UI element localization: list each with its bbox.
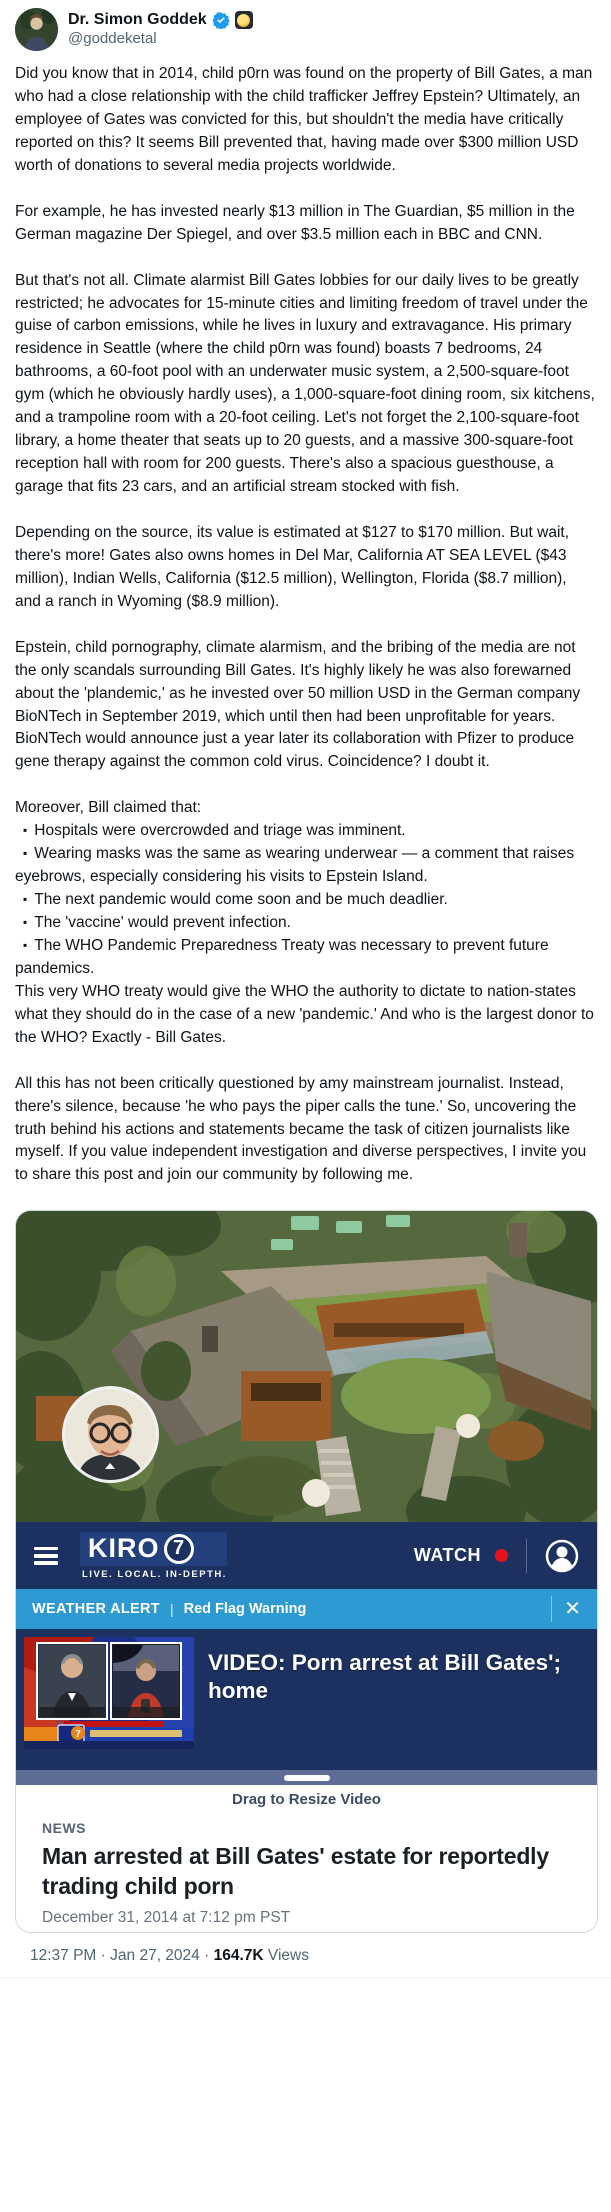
- account-profile-icon[interactable]: [545, 1539, 579, 1573]
- bullet-square-icon: ▪: [23, 846, 28, 861]
- alert-separator: |: [169, 1601, 174, 1618]
- bullet-item: ▪ The 'vaccine' would prevent infection.: [15, 912, 596, 935]
- bullet-square-icon: ▪: [23, 892, 28, 907]
- embedded-media-card[interactable]: [15, 1210, 598, 1933]
- kiro-logo[interactable]: [80, 1532, 227, 1580]
- header-divider: [526, 1539, 527, 1573]
- bullet-square-icon: ▪: [23, 823, 28, 838]
- bottom-divider: [0, 1977, 611, 1978]
- article-headline[interactable]: Man arrested at Bill Gates' estate for reportedly trading child porn: [42, 1843, 549, 1899]
- video-title[interactable]: VIDEO: Porn arrest at Bill Gates'; home: [208, 1650, 561, 1704]
- tweet-paragraph: But that's not all. Climate alarmist Bill Gates lobbies for our daily lives to be greatly restricted; he advocates for 15-minute cities and limiting freedom of travel under the guise of carbon emissions, while he lives in luxury and extravagance. His primary residence in Seattle (where the child p0rn was found) boasts 7 bedrooms, 24 bathrooms, a 60-foot pool with an underwater music system, a 2,500-square-foot gym (which he obviously hardly uses), a 1,000-square-foot dining room, six kitchens, and a trampoline room with a 20-foot ceiling. Let's not forget the 2,100-square-foot library, a home theater that seats up to 20 guests, and a massive 300-square-foot reception hall with room for 200 guests. There's also a spacious guesthouse, a garage that fits 23 cars, and an artificial stream stocked with fish.: [15, 271, 595, 495]
- drag-to-resize-label: Drag to Resize Video: [232, 1791, 381, 1809]
- kiro-header-bar: [16, 1522, 597, 1589]
- kiro-logo-word: KIRO: [88, 1533, 160, 1564]
- bullet-item: ▪ The WHO Pandemic Preparedness Treaty was necessary to prevent future pandemics.: [15, 936, 549, 977]
- alert-divider: [551, 1596, 552, 1622]
- tweet-paragraph: Epstein, child pornography, climate alarmism, and the bribing of the media are not the only scandals surrounding Bill Gates. It's highly likely he was also forewarned about the 'plandemic,' as he invested over 50 million USD in the German company BioNTech in September 2019, which until then had been unprofitable for years. BioNTech would announce just a year later its collaboration with Pfizer to produce gene therapy against the common cold virus. Coincidence? I doubt it.: [15, 638, 581, 771]
- author-name[interactable]: Dr. Simon Goddek: [68, 11, 207, 28]
- tweet-paragraph: Moreover, Bill claimed that:: [15, 799, 202, 817]
- tweet-paragraph: This very WHO treaty would give the WHO the authority to dictate to nation-states what they should do in the case of a new 'pandemic.' And who is the largest donor to the WHO? Exactly - Bill Gates.: [15, 982, 594, 1046]
- meta-separator: ·: [204, 1947, 210, 1965]
- weather-alert-label: WEATHER ALERT: [32, 1601, 160, 1618]
- tweet-meta-row: [15, 1933, 596, 1977]
- bullet-item: ▪ The next pandemic would come soon and be much deadlier.: [15, 889, 596, 912]
- weather-alert-text[interactable]: Red Flag Warning: [183, 1601, 307, 1618]
- bullet-item: ▪ Hospitals were overcrowded and triage was imminent.: [15, 820, 596, 843]
- article-date: December 31, 2014 at 7:12 pm PST: [42, 1909, 291, 1927]
- kiro-seven-icon: 7: [164, 1534, 194, 1564]
- article-preview: [16, 1785, 597, 1932]
- kiro-tagline: LIVE. LOCAL. IN-DEPTH.: [82, 1568, 227, 1580]
- tweet-body-text: [15, 63, 596, 1187]
- tweet-paragraph: All this has not been critically questioned by amy mainstream journalist. Instead, there's silence, because 'he who pays the piper calls the tune.' So, uncovering the truth behind his actions and statements became the task of citizen journalists like myself. If you value independent investigation and diverse perspectives, I invite you to share this post and join our community by following me.: [15, 1074, 587, 1184]
- estate-aerial-photo[interactable]: [16, 1211, 597, 1522]
- news-video-thumbnail[interactable]: [24, 1637, 194, 1749]
- bill-gates-inset-photo: [62, 1386, 159, 1483]
- video-section: [16, 1629, 597, 1770]
- weather-alert-bar: [16, 1589, 597, 1629]
- tweet-paragraph: Depending on the source, its value is estimated at $127 to $170 million. But wait, there's more! Gates also owns homes in Del Mar, California AT SEA LEVEL ($43 million), Indian Wells, California ($12.5 million), Wellington, Florida ($8.7 million), and a ranch in Wyoming ($8.9 million).: [15, 523, 570, 610]
- author-avatar[interactable]: [15, 8, 58, 51]
- tweet-header: [15, 8, 596, 51]
- avatar-photo: [15, 8, 58, 51]
- bullet-square-icon: ▪: [23, 915, 28, 929]
- author-handle[interactable]: @goddeketal: [68, 30, 157, 47]
- watch-button[interactable]: WATCH: [413, 1545, 481, 1566]
- coin-emoji: [235, 11, 253, 29]
- meta-separator: ·: [100, 1947, 106, 1965]
- drag-handle-icon[interactable]: [284, 1775, 330, 1781]
- tweet-paragraph: Did you know that in 2014, child p0rn was found on the property of Bill Gates, a man who had a close relationship with the child trafficker Jeffrey Epstein? Ultimately, an employee of Gates was convicted for this, but shouldn't the media have critically reported on this? It seems Bill prevented that, having made over $300 million USD worth of donations to several media projects worldwide.: [15, 65, 593, 174]
- bullet-item: ▪ Wearing masks was the same as wearing underwear — a comment that raises eyebrows, especially considering his visits to Epstein Island.: [15, 845, 575, 886]
- tweet-time: 12:37 PM: [30, 1947, 97, 1965]
- bullet-square-icon: ▪: [23, 937, 28, 952]
- tweet-date: Jan 27, 2024: [110, 1947, 200, 1965]
- hamburger-menu-icon[interactable]: [34, 1547, 58, 1565]
- live-red-dot-icon: [495, 1549, 508, 1562]
- views-label[interactable]: Views: [267, 1947, 309, 1965]
- verified-badge-icon: [212, 11, 230, 29]
- video-resize-bar[interactable]: [16, 1770, 597, 1785]
- news-section-label[interactable]: NEWS: [42, 1820, 86, 1837]
- close-icon[interactable]: ✕: [564, 1598, 581, 1621]
- svg-text:7: 7: [75, 1729, 81, 1741]
- views-count[interactable]: 164.7K: [213, 1947, 264, 1965]
- tweet-paragraph: For example, he has invested nearly $13 million in The Guardian, $5 million in the German magazine Der Spiegel, and over $3.5 million each in BBC and CNN.: [15, 202, 575, 243]
